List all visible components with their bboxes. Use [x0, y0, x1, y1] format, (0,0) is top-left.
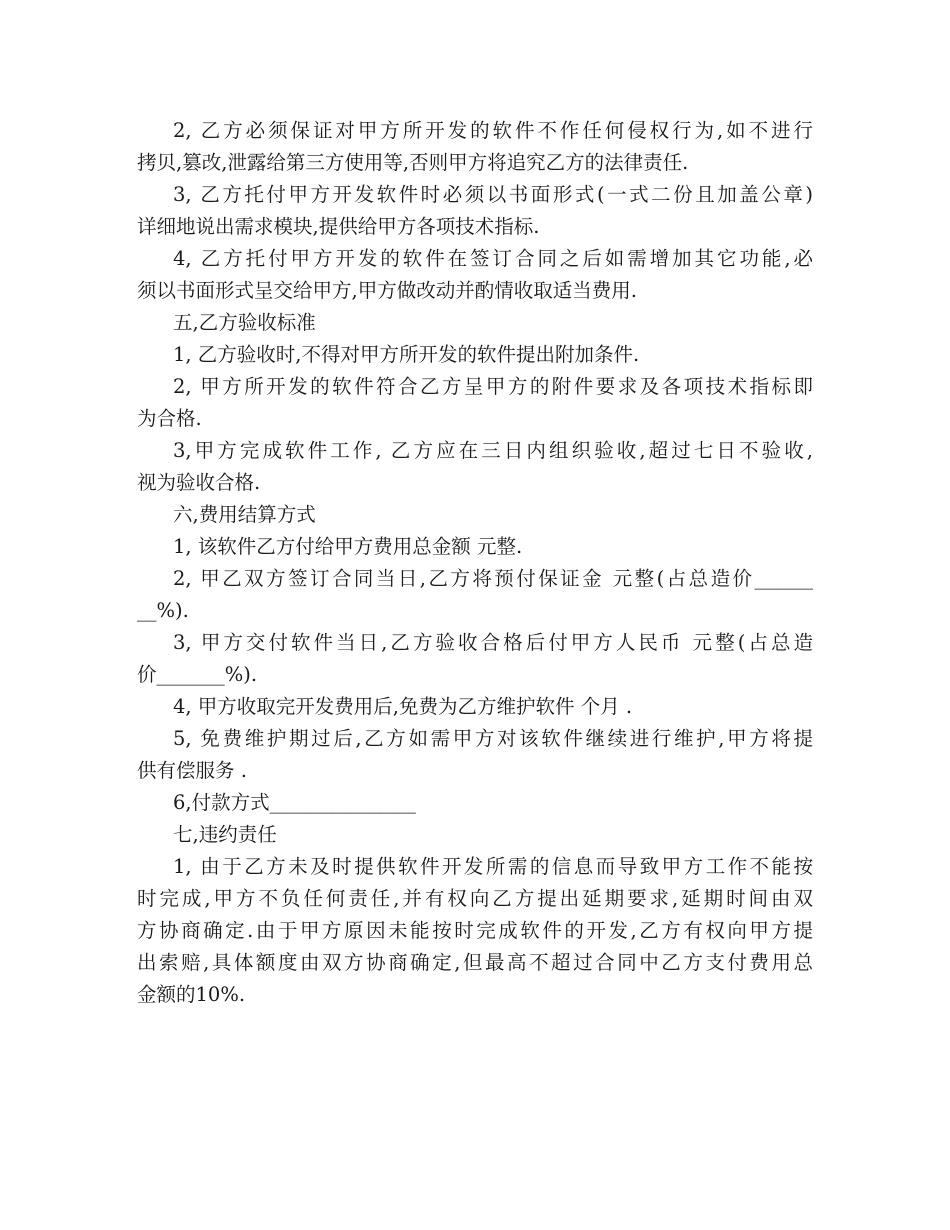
clause-6-3-line-2: 价_______%).: [137, 663, 258, 686]
clause-4-3-line-1: 3, 乙方托付甲方开发软件时必须以书面形式(一式二份且加盖公章): [173, 183, 813, 206]
clause-7-1-line-2: 时完成,甲方不负任何责任,并有权向乙方提出延期要求,延期时间由双: [137, 887, 813, 910]
clause-5-2-line-1: 2, 甲方所开发的软件符合乙方呈甲方的附件要求及各项技术指标即: [173, 375, 813, 398]
clause-7-1-line-3: 方协商确定.由于甲方原因未能按时完成软件的开发,乙方有权向甲方提: [137, 919, 813, 942]
clause-7-1-line-1: 1, 由于乙方未及时提供软件开发所需的信息而导致甲方工作不能按: [173, 855, 813, 878]
section-5-heading: 五,乙方验收标准: [173, 311, 316, 334]
document-page: [137, 115, 813, 1011]
clause-6-2-line-2: __%).: [137, 599, 189, 622]
clause-4-2-line-1: 2, 乙方必须保证对甲方所开发的软件不作任何侵权行为,如不进行: [173, 119, 813, 142]
clause-6-2-line-1: 2, 甲乙双方签订合同当日,乙方将预付保证金 元整(占总造价______: [173, 567, 813, 590]
section-6-heading: 六,费用结算方式: [173, 503, 316, 526]
clause-6-1: 1, 该软件乙方付给甲方费用总金额 元整.: [173, 535, 523, 558]
clause-6-3-line-1: 3, 甲方交付软件当日,乙方验收合格后付甲方人民币 元整(占总造: [173, 631, 813, 654]
clause-5-1: 1, 乙方验收时,不得对甲方所开发的软件提出附加条件.: [173, 343, 640, 366]
clause-4-4-line-1: 4, 乙方托付甲方开发的软件在签订合同之后如需增加其它功能,必: [173, 247, 813, 270]
clause-4-3-line-2: 详细地说出需求模块,提供给甲方各项技术指标.: [137, 215, 540, 238]
clause-4-2-line-2: 拷贝,篡改,泄露给第三方使用等,否则甲方将追究乙方的法律责任.: [137, 151, 689, 174]
clause-6-5-line-2: 供有偿服务 .: [137, 759, 247, 782]
clause-5-3-line-1: 3,甲方完成软件工作, 乙方应在三日内组织验收,超过七日不验收,: [173, 439, 813, 462]
clause-5-2-line-2: 为合格.: [137, 407, 202, 430]
clause-5-3-line-2: 视为验收合格.: [137, 471, 261, 494]
clause-6-4: 4, 甲方收取完开发费用后,免费为乙方维护软件 个月 .: [173, 695, 633, 718]
clause-6-5-line-1: 5, 免费维护期过后,乙方如需甲方对该软件继续进行维护,甲方将提: [173, 727, 813, 750]
clause-4-4-line-2: 须以书面形式呈交给甲方,甲方做改动并酌情收取适当费用.: [137, 279, 637, 302]
clause-6-6: 6,付款方式_______________: [173, 791, 416, 814]
clause-7-1-line-4: 出索赔,具体额度由双方协商确定,但最高不超过合同中乙方支付费用总: [137, 951, 813, 974]
section-7-heading: 七,违约责任: [173, 823, 277, 846]
clause-7-1-line-5: 金额的10%.: [137, 983, 246, 1006]
